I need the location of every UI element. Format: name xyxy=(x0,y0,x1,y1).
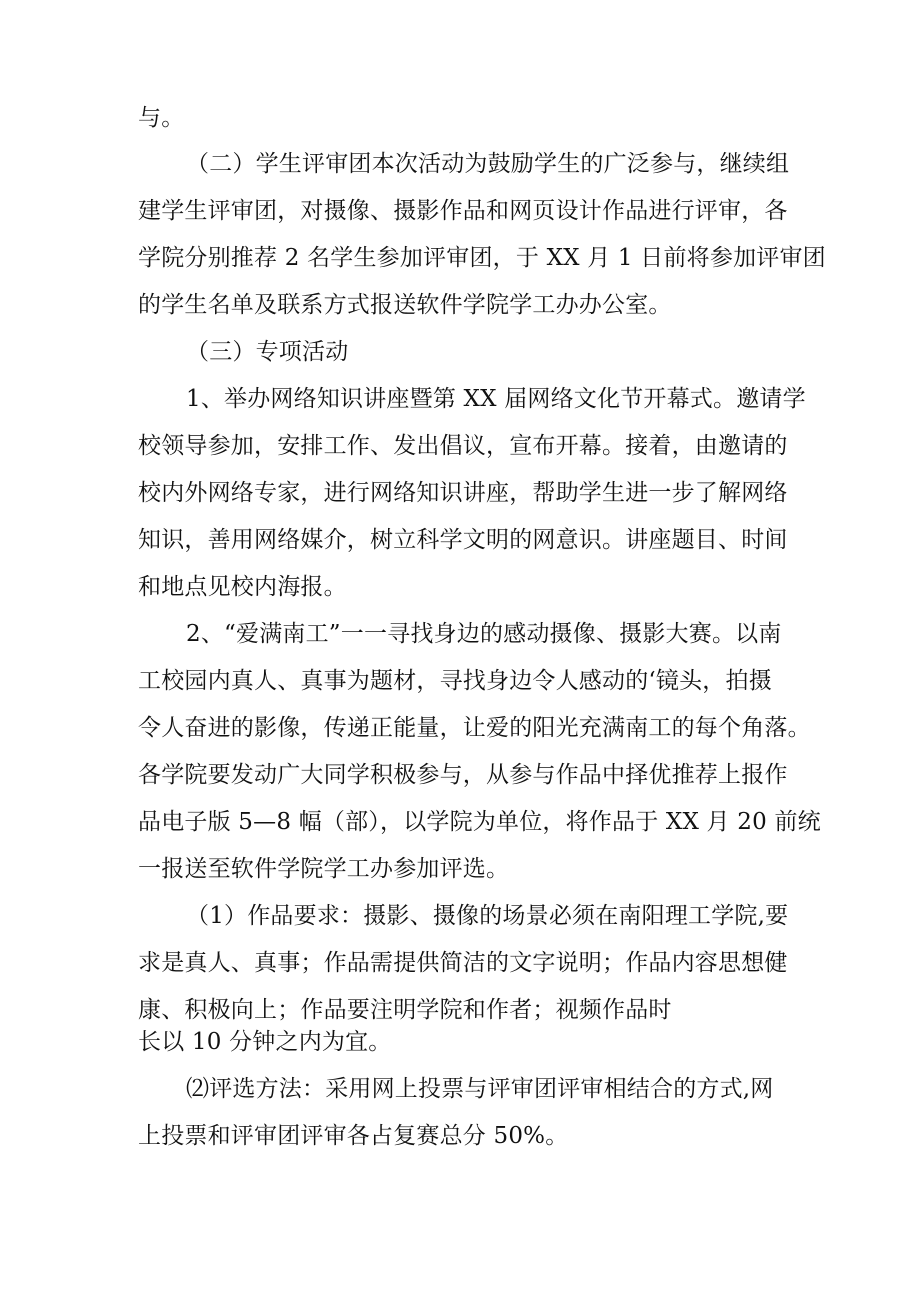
paragraph-line: 的学生名单及联系方式报送软件学院学工办办公室。 xyxy=(138,292,672,318)
section-heading: （三）专项活动 xyxy=(186,339,349,365)
paragraph-line: 1、举办网络知识讲座暨第 XX 届网络文化节开幕式。邀请学 xyxy=(186,386,806,412)
paragraph-line: 校领导参加，安排工作、发出倡议，宣布开幕。接着，由邀请的 xyxy=(138,433,788,459)
paragraph-line: 康、积极向上；作品要注明学院和作者；视频作品时 xyxy=(138,997,672,1023)
paragraph-line: 长以 10 分钟之内为宜。 xyxy=(138,1029,392,1055)
paragraph-line: 建学生评审团，对摄像、摄影作品和网页设计作品进行评审，各 xyxy=(138,198,788,224)
paragraph-line: 一报送至软件学院学工办参加评选。 xyxy=(138,856,510,882)
paragraph-line: 2、“爱满南工”一一寻找身边的感动摄像、摄影大赛。以南 xyxy=(186,621,782,647)
paragraph-line: 令人奋进的影像，传递正能量，让爱的阳光充满南工的每个角落。 xyxy=(138,715,811,741)
paragraph-line: 知识，善用网络媒介，树立科学文明的网意识。讲座题目、时间 xyxy=(138,527,788,553)
paragraph-line: 品电子版 5—8 幅（部），以学院为单位，将作品于 XX 月 20 前统 xyxy=(138,809,821,835)
paragraph-line: 求是真人、真事；作品需提供简洁的文字说明；作品内容思想健 xyxy=(138,950,788,976)
paragraph-line: ⑵评选方法：采用网上投票与评审团评审相结合的方式,网 xyxy=(186,1076,774,1102)
paragraph-line: 与。 xyxy=(138,105,185,131)
paragraph-line: （二）学生评审团本次活动为鼓励学生的广泛参与，继续组 xyxy=(186,151,790,177)
paragraph-line: （1）作品要求：摄影、摄像的场景必须在南阳理工学院,要 xyxy=(186,903,789,929)
paragraph-line: 各学院要发动广大同学积极参与，从参与作品中择优推荐上报作 xyxy=(138,762,788,788)
paragraph-line: 学院分别推荐 2 名学生参加评审团，于 XX 月 1 日前将参加评审团 xyxy=(138,245,826,271)
paragraph-line: 工校园内真人、真事为题材，寻找身边令人感动的‘镜头，拍摄 xyxy=(138,668,772,694)
paragraph-line: 和地点见校内海报。 xyxy=(138,574,347,600)
paragraph-line: 校内外网络专家，进行网络知识讲座，帮助学生进一步了解网络 xyxy=(138,480,788,506)
paragraph-line: 上投票和评审团评审各占复赛总分 50%。 xyxy=(138,1123,569,1149)
